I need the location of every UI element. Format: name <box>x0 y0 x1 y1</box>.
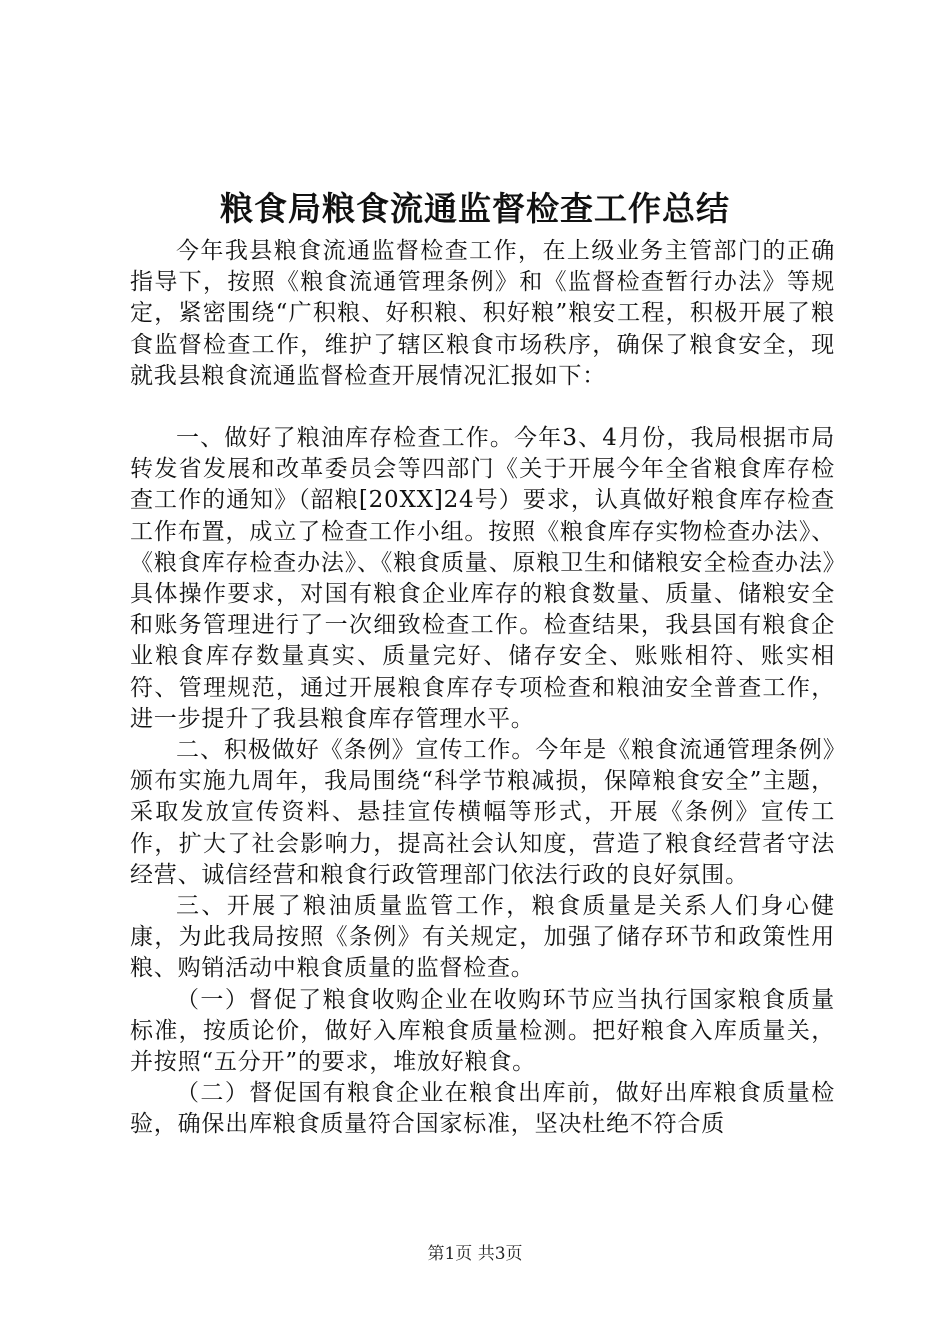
section-three-paragraph: 三、开展了粮油质量监管工作，粮食质量是关系人们身心健康，为此我局按照《条例》有关规定，加强了储存环节和政策性用粮、购销活动中粮食质量的监督检查。 <box>130 893 835 982</box>
intro-block <box>130 236 835 392</box>
section-one-paragraph: 一、做好了粮油库存检查工作。今年3、4月份，我局根据市局转发省发展和改革委员会等四部门《关于开展今年全省粮食库存检查工作的通知》（韶粮[20XX]24号）要求，认真做好粮食库存检查工作布置，成立了检查工作小组。按照《粮食库存实物检查办法》、《粮食库存检查办法》、《粮食质量、原粮卫生和储粮安全检查办法》具体操作要求，对国有粮食企业库存的粮食数量、质量、储粮安全和账务管理进行了一次细致检查工作。检查结果，我县国有粮食企业粮食库存数量真实、质量完好、储存安全、账账相符、账实相符、管理规范，通过开展粮食库存专项检查和粮油安全普查工作，进一步提升了我县粮食库存管理水平。 <box>130 425 835 732</box>
subsection-two-paragraph: （二）督促国有粮食企业在粮食出库前，做好出库粮食质量检验，确保出库粮食质量符合国家标准，坚决杜绝不符合质 <box>130 1080 835 1138</box>
document-title: 粮食局粮食流通监督检查工作总结 <box>220 189 730 228</box>
section-two-paragraph: 二、积极做好《条例》宣传工作。今年是《粮食流通管理条例》颁布实施九周年，我局围绕“科学节粮减损，保障粮食安全”主题，采取发放宣传资料、悬挂宣传横幅等形式，开展《条例》宣传工作，扩大了社会影响力，提高社会认知度，营造了粮食经营者守法经营、诚信经营和粮食行政管理部门依法行政的良好氛围。 <box>130 737 835 888</box>
sections-block <box>130 423 835 1141</box>
intro-paragraph: 今年我县粮食流通监督检查工作，在上级业务主管部门的正确指导下，按照《粮食流通管理条例》和《监督检查暂行办法》等规定，紧密围绕“广积粮、好积粮、积好粮”粮安工程，积极开展了粮食监督检查工作，维护了辖区粮食市场秩序，确保了粮食安全，现就我县粮食流通监督检查开展情况汇报如下： <box>130 238 835 389</box>
page-footer: 第1页 共3页 <box>427 1244 523 1264</box>
subsection-one-paragraph: （一）督促了粮食收购企业在收购环节应当执行国家粮食质量标准，按质论价，做好入库粮食质量检测。把好粮食入库质量关，并按照“五分开”的要求，堆放好粮食。 <box>130 986 835 1076</box>
